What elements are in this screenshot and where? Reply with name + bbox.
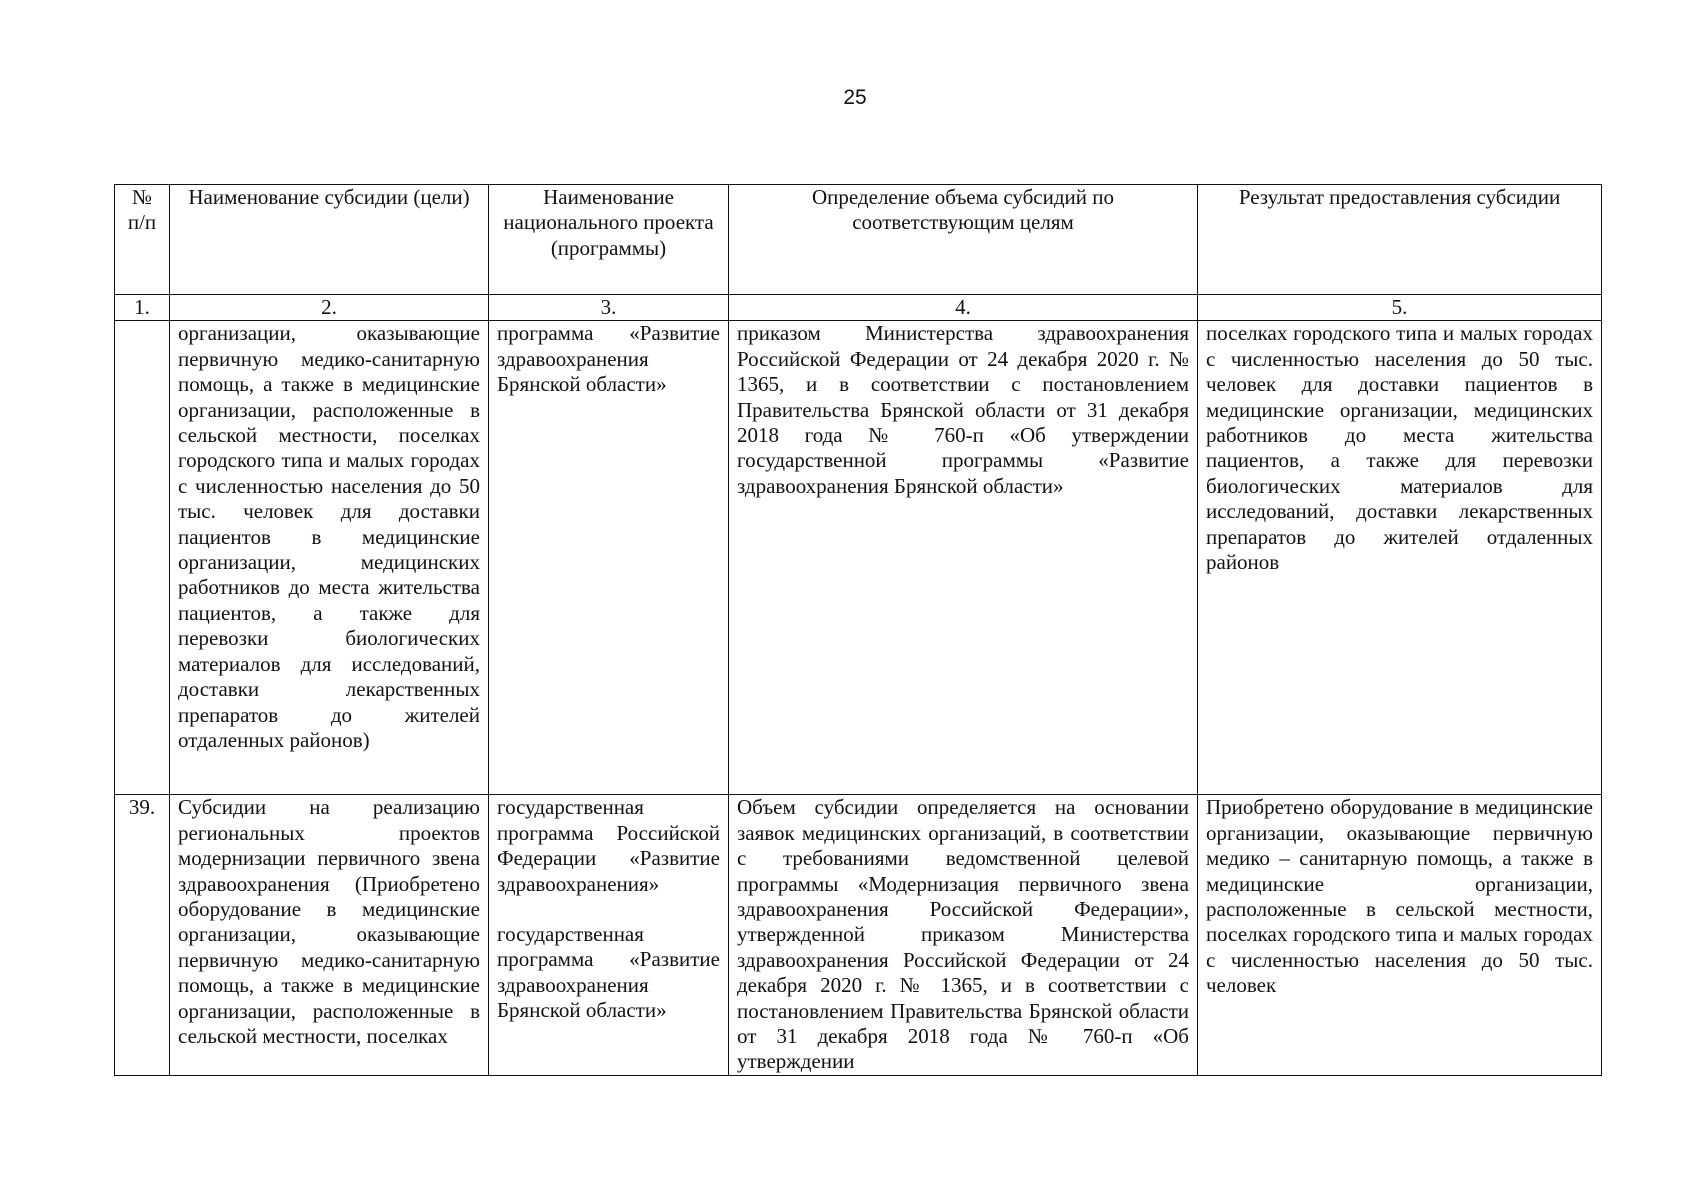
project-text: государственная программа Российской Федерации «Развитие здравоохранения» <box>497 795 720 896</box>
column-number-row <box>115 295 1602 321</box>
national-project-cell <box>489 795 729 1075</box>
subsidies-table <box>114 184 1602 1076</box>
header-national-project: Наименование национального проекта (программы) <box>489 185 729 295</box>
national-project-cell <box>489 321 729 795</box>
header-subsidy-name: Наименование субсидии (цели) <box>170 185 489 295</box>
subsidy-name-cell: Субсидии на реализацию региональных проектов модернизации первичного звена здравоохранения (Приобретено оборудование в медицинские организации, оказывающие первичную медико-санитарную помощь, а также в медицинские организации, расположенные в сельской местности, поселках <box>170 795 489 1075</box>
table-row <box>115 321 1602 795</box>
subsidy-name-cell: организации, оказывающие первичную медико-санитарную помощь, а также в медицинские организации, расположенные в сельской местности, поселках городского типа и малых городах с численностью населения до 50 тыс. человек для доставки пациентов в медицинские организации, медицинских работников до места жительства пациентов, а также для перевозки биологических материалов для исследований, доставки лекарственных препаратов до жителей отдаленных районов) <box>170 321 489 795</box>
volume-definition-cell: Объем субсидии определяется на основании заявок медицинских организаций, в соответствии с требованиями ведомственной целевой программы «Модернизация первичного звена здравоохранения Российской Федерации», утвержденной приказом Министерства здравоохранения Российской Федерации от 24 декабря 2020 г. № 1365, и в соответствии с постановлением Правительства Брянской области от 31 декабря 2018 года № 760-п «Об утверждении <box>729 795 1198 1075</box>
header-result: Результат предоставления субсидии <box>1198 185 1602 295</box>
column-number: 3. <box>489 295 729 321</box>
project-text: государственная программа «Развитие здравоохранения Брянской области» <box>497 922 720 1023</box>
header-number: № п/п <box>115 185 170 295</box>
column-number: 1. <box>115 295 170 321</box>
volume-definition-cell: приказом Министерства здравоохранения Российской Федерации от 24 декабря 2020 г. № 1365, и в соответствии с постановлением Правительства Брянской области от 31 декабря 2018 года № 760-п «Об утверждении государственной программы «Развитие здравоохранения Брянской области» <box>729 321 1198 795</box>
page-number: 25 <box>843 86 867 109</box>
column-number: 5. <box>1198 295 1602 321</box>
paragraph-gap <box>497 897 720 922</box>
result-cell: Приобретено оборудование в медицинские организации, оказывающие первичную медико – санитарную помощь, а также в медицинские организации, расположенные в сельской местности, поселках городского типа и малых городах с численностью населения до 50 тыс. человек <box>1198 795 1602 1075</box>
header-volume-definition: Определение объема субсидий по соответствующим целям <box>729 185 1198 295</box>
table-row <box>115 795 1602 1075</box>
column-number: 4. <box>729 295 1198 321</box>
row-number <box>115 321 170 795</box>
header-row <box>115 185 1602 295</box>
column-number: 2. <box>170 295 489 321</box>
result-cell: поселках городского типа и малых городах с численностью населения до 50 тыс. человек для доставки пациентов в медицинские организации, медицинских работников до места жительства пациентов, а также для перевозки биологических материалов для исследований, доставки лекарственных препаратов до жителей отдаленных районов <box>1198 321 1602 795</box>
project-text: программа «Развитие здравоохранения Брянской области» <box>497 321 720 397</box>
row-number: 39. <box>115 795 170 1075</box>
